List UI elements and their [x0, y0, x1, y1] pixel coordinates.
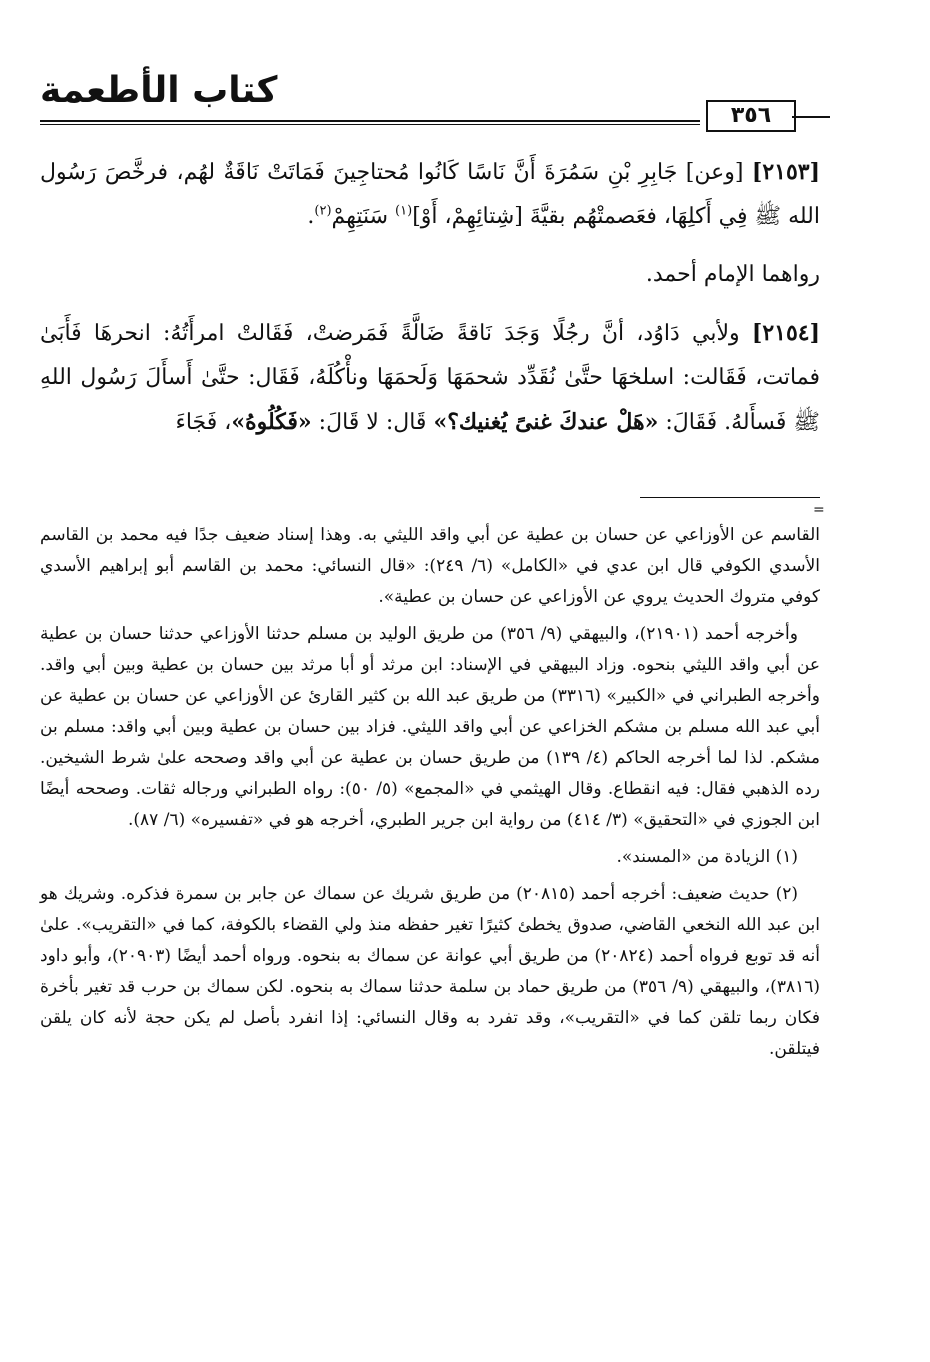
hadith-number: [٢١٥٤]	[751, 320, 820, 346]
hadith-number: [٢١٥٣]	[751, 159, 820, 185]
prophetic-quote: «هَلْ عندكَ غنىً يُغنيك؟»	[433, 409, 659, 435]
continuation-mark: =	[813, 502, 825, 518]
page-header	[40, 70, 830, 140]
book-title: كتاب الأطعمة	[40, 70, 278, 111]
hadith-text: قَال: لا قَالَ:	[311, 410, 434, 435]
page-number: ٣٥٦	[706, 100, 796, 132]
hadith-text: ، فَجَاءَ	[175, 410, 232, 435]
footnote-1: (١) الزيادة من «المسند».	[616, 847, 798, 867]
footnote-paragraph: وأخرجه أحمد (٢١٩٠١)، والبيهقي (٩/ ٣٥٦) من طريق الوليد بن مسلم حدثنا الأوزاعي حدثنا حسان بن عطية عن أبي واقد الليثي بنحوه. وزاد البيهقي في الإسناد: ابن مرثد أو أبا مرثد بين حسان بن عطية وبين أبي واقد. وأخرجه الطبراني في «الكبير» (٣٣١٦) من طريق عبد الله بن كثير القارئ عن الأوزاعي عن حسان بن عطية عن أبي عبد الله مسلم بن مشكم الخزاعي عن أبي واقد الليثي. فزاد بين حسان بن عطية وبين أبي واقد: مسلم بن مشكم. لذا لما أخرجه الحاكم (٤/ ١٣٩) من طريق حسان بن عطية عن أبي واقد وصححه علىٰ شرط الشيخين. رده الذهبي فقال: فيه انقطاع. وقال الهيثمي في «المجمع» (٥/ ٥٠): رواه الطبراني ورجاله ثقات. وصححه أيضًا ابن الجوزي في «التحقيق» (٣/ ٤١٤) من رواية ابن جرير الطبري، أخرجه هو في «تفسيره» (٦/ ٨٧).	[40, 624, 820, 830]
hadith-text: .	[307, 204, 315, 229]
footnote-separator	[640, 497, 820, 498]
footnote-ref-2[interactable]: (٢)	[314, 203, 332, 219]
hadith-text: سَنَتِهِمْ	[331, 204, 396, 229]
prophetic-quote: «فَكُلُوهُ»	[231, 409, 312, 435]
footnote-2: (٢) حديث ضعيف: أخرجه أحمد (٢٠٨١٥) من طريق شريك عن سماك عن جابر بن سمرة فذكره. وشريك هو ابن عبد الله النخعي القاضي، صدوق يخطئ كثيرًا تغير حفظه منذ ولي القضاء بالكوفة، كما في «التقريب». علىٰ أنه قد توبع فرواه أحمد (٢٠٨٢٤) من طريق أبي عوانة عن سماك به بنحوه. ورواه أحمد أيضًا (٢٠٩٠٣)، وأبو داود (٣٨١٦)، والبيهقي (٩/ ٣٥٦) من طريق حماد بن سلمة حدثنا سماك به بنحوه. لكن سماك بن حرب قد تغير بأخرة فكان ربما تلقن كما في «التقريب»، وقد تفرد به وقال النسائي: إذا انفرد بأصل لم يكن حجة لأنه كان يلقن فيتلقن.	[40, 884, 820, 1059]
footnote-continued: القاسم عن الأوزاعي عن حسان بن عطية عن أبي واقد الليثي به. وهذا إسناد ضعيف جدًا فيه محمد بن القاسم الأسدي الكوفي قال ابن عدي في «الكامل» (٦/ ٢٤٩): «قال النسائي: محمد بن القاسم أبو إبراهيم الأسدي كوفي متروك الحديث يروي عن الأوزاعي عن حسان بن عطية».	[40, 525, 820, 607]
hadith-text: [وعن] جَابِرِ بْنِ سَمُرَةَ أَنَّ نَاسًا كَانُوا مُحتاجِينَ فَمَاتَتْ نَاقَةٌ لهُم، فرخَّصَ رَسُول الله ﷺ فِي أَكلِهَا، فعَصمتْهُم بقيَّةَ [شِتائِهِمْ، أَوْ]	[40, 160, 820, 229]
footnotes	[40, 520, 820, 1071]
header-rule-right	[792, 116, 830, 118]
hadith-2153	[40, 150, 820, 239]
hadith-text: ولأبي دَاوُد، أنَّ رجُلًا وَجَدَ نَاقةً ضَالَّةً فَمَرضتْ، فَقَالتْ امرأَتُهُ: انحرهَا فَأَبَىٰ فماتت، فَقَالت: اسلخهَا حتَّىٰ نُقَدِّد شحمَهَا وَلَحمَهَا ونأْكُلَهُ، فَقَال: حتَّىٰ أَسأَلَ رَسُول اللهِ ﷺ فَسأَلهُ. فَقَالَ:	[40, 321, 820, 435]
header-rule	[40, 120, 700, 125]
footnote-ref-1[interactable]: (١)	[395, 203, 413, 219]
main-text	[40, 150, 820, 459]
hadith-2154	[40, 311, 820, 445]
narration-note: رواهما الإمام أحمد.	[645, 262, 820, 287]
